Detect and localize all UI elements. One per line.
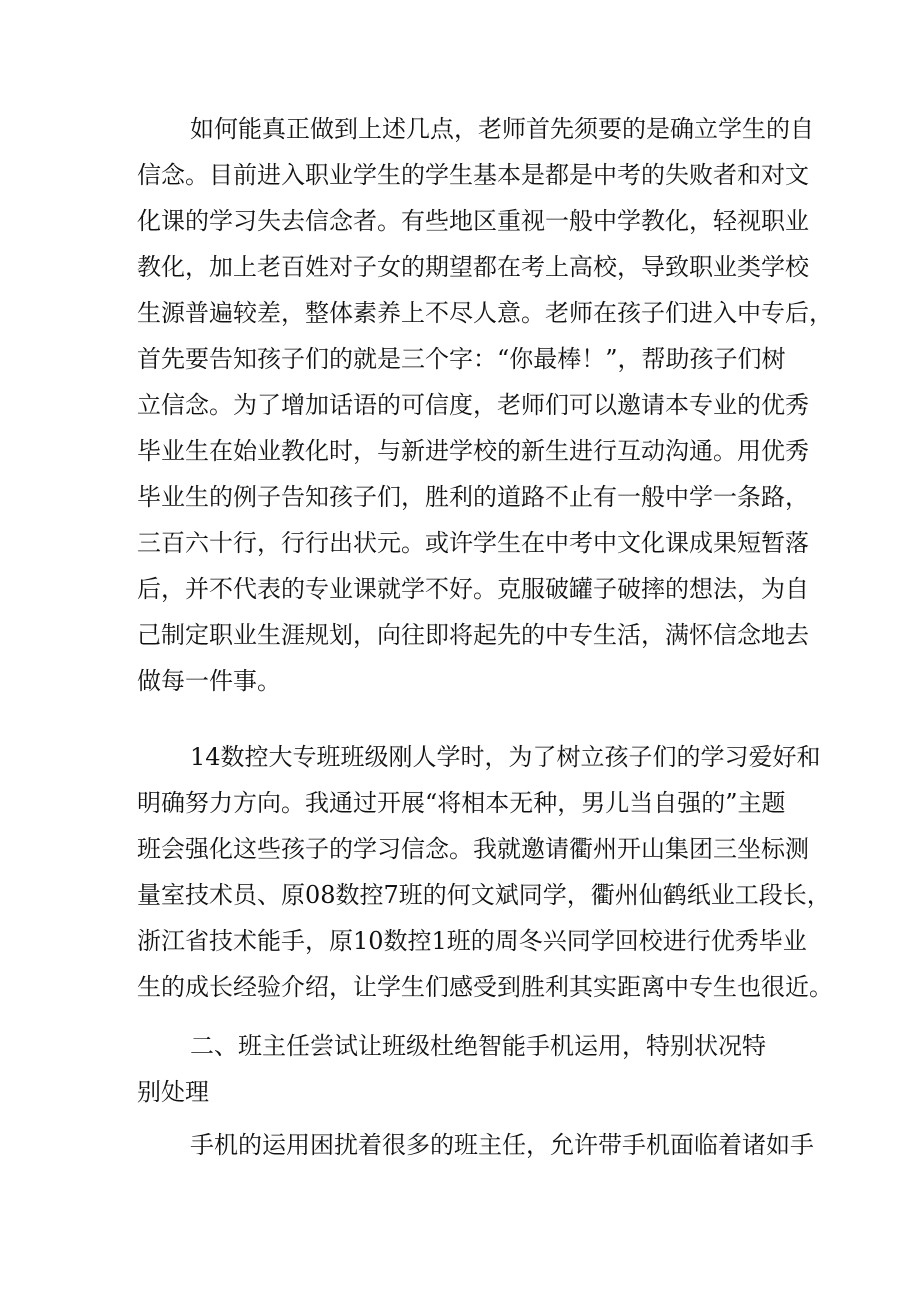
heading-line: 二、班主任尝试让班级杜绝智能手机运用，特别状况特: [190, 1032, 766, 1060]
paragraph-phone: [137, 1122, 814, 1168]
text-line: 信念。目前进入职业学生的学生基本是都是中考的失败者和对文: [137, 161, 809, 189]
text-line: 后，并不代表的专业课就学不好。克服破罐子破摔的想法，为自: [137, 575, 809, 603]
text-line: 教化，加上老百姓对子女的期望都在考上高校，导致职业类学校: [137, 253, 809, 281]
text-line: 毕业生的例子告知孩子们，胜利的道路不止有一般中学一条路，: [137, 483, 809, 511]
text-line: 量室技术员、原08数控7班的何文斌同学，衢州仙鹤纸业工段长，: [137, 881, 831, 909]
text-line: 做每一件事。: [137, 667, 281, 695]
heading-line: 别处理: [137, 1078, 209, 1106]
text-line: 班会强化这些孩子的学习信念。我就邀请衢州开山集团三坐标测: [137, 835, 809, 863]
text-line: 浙江省技术能手，原10数控1班的周冬兴同学回校进行优秀毕业: [137, 927, 807, 955]
paragraph-class-example: [137, 734, 833, 1010]
text-line: 生的成长经验介绍，让学生们感受到胜利其实距离中专生也很近。: [137, 973, 833, 1001]
text-line: 如何能真正做到上述几点，老师首先须要的是确立学生的自: [190, 115, 814, 143]
text-line: 生源普遍较差，整体素养上不尽人意。老师在孩子们进入中专后，: [137, 299, 833, 327]
text-line: 14数控大专班班级刚人学时，为了树立孩子们的学习爱好和: [190, 743, 821, 771]
text-line: 手机的运用困扰着很多的班主任，允许带手机面临着诸如手: [190, 1131, 814, 1159]
section-heading-two: [137, 1023, 797, 1115]
text-line: 三百六十行，行行出状元。或许学生在中考中文化课成果短暂落: [137, 529, 809, 557]
text-line: 化课的学习失去信念者。有些地区重视一般中学教化，轻视职业: [137, 207, 809, 235]
text-line: 立信念。为了增加话语的可信度，老师们可以邀请本专业的优秀: [137, 391, 809, 419]
text-line: 明确努力方向。我通过开展“将相本无种，男儿当自强的”主题: [137, 789, 786, 817]
paragraph-confidence: [137, 106, 833, 704]
text-line: 首先要告知孩子们的就是三个字：“你最棒！”，帮助孩子们树: [137, 345, 786, 373]
text-line: 己制定职业生涯规划，向往即将起先的中专生活，满怀信念地去: [137, 621, 809, 649]
text-line: 毕业生在始业教化时，与新进学校的新生进行互动沟通。用优秀: [137, 437, 809, 465]
